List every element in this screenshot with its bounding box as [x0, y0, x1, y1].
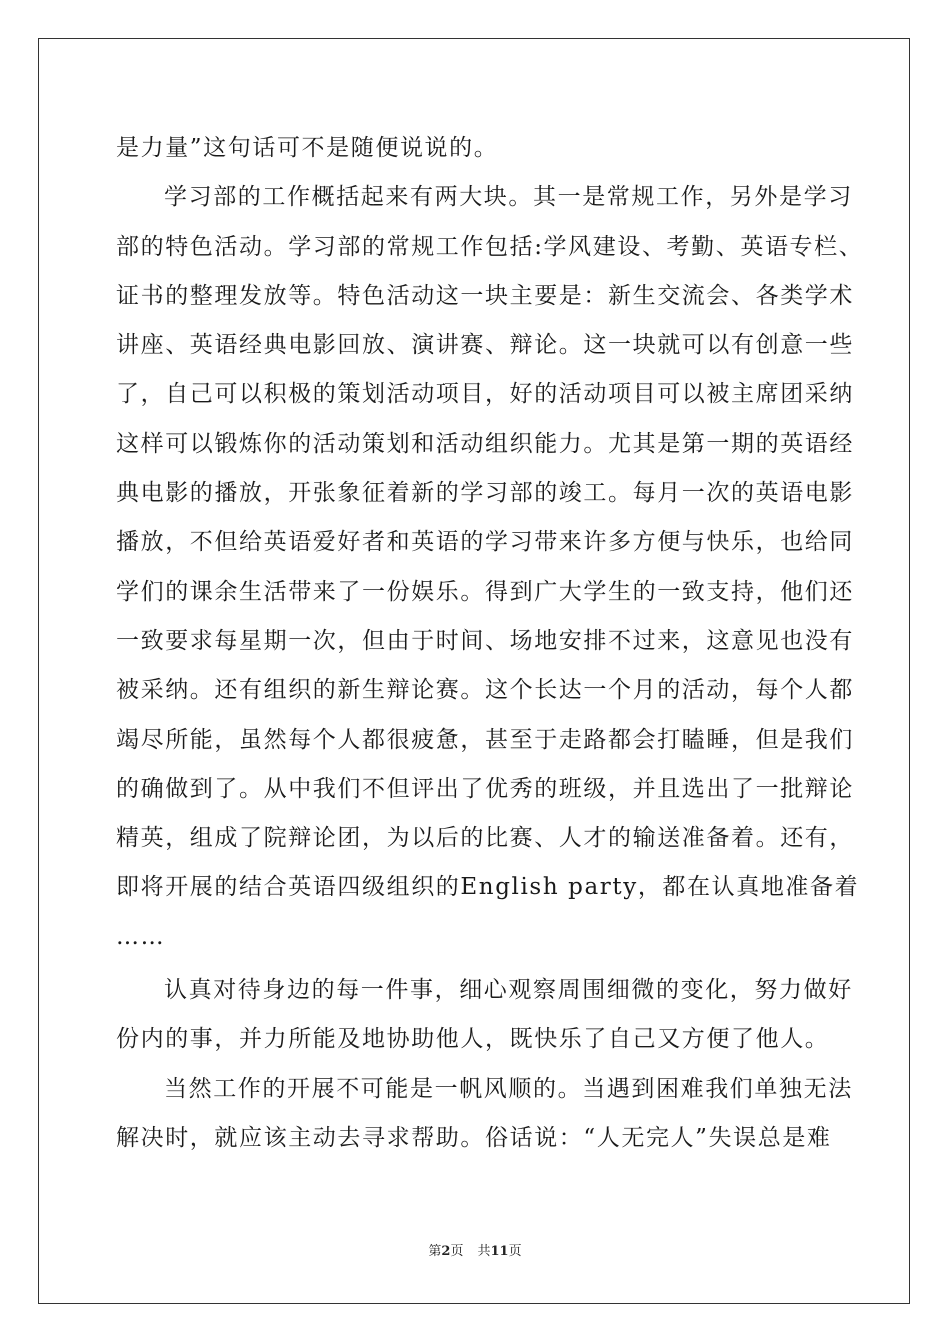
text-line-6: 了，自己可以积极的策划活动项目，好的活动项目可以被主席团采纳 [116, 381, 854, 408]
text-line-10: 学们的课余生活带来了一份娱乐。得到广大学生的一致支持，他们还 [116, 578, 854, 605]
document-body [116, 128, 864, 1167]
text-line-17: …… [116, 923, 166, 950]
text-line-5: 讲座、英语经典电影回放、演讲赛、辩论。这一块就可以有创意一些 [116, 332, 854, 359]
text-line-2: 学习部的工作概括起来有两大块。其一是常规工作，另外是学习 [164, 184, 853, 211]
page-suffix: 页 [450, 1244, 464, 1259]
text-line-13: 竭尽所能，虽然每个人都很疲惫，甚至于走路都会打瞌睡，但是我们 [116, 726, 854, 753]
total-prefix: 共 [477, 1244, 491, 1259]
text-line-16: 即将开展的结合英语四级组织的English party，都在认真地准备着 [116, 874, 860, 901]
page-footer [0, 1240, 950, 1259]
text-line-4: 证书的整理发放等。特色活动这一块主要是：新生交流会、各类学术 [116, 282, 854, 309]
text-line-11: 一致要求每星期一次，但由于时间、场地安排不过来，这意见也没有 [116, 627, 854, 654]
text-line-9: 播放，不但给英语爱好者和英语的学习带来许多方便与快乐，也给同 [116, 529, 854, 556]
text-line-8: 典电影的播放，开张象征着新的学习部的竣工。每月一次的英语电影 [116, 480, 854, 507]
text-line-1: 是力量”这句话可不是随便说说的。 [116, 135, 499, 161]
total-suffix: 页 [508, 1244, 522, 1259]
text-line-20: 当然工作的开展不可能是一帆风顺的。当遇到困难我们单独无法 [164, 1075, 853, 1102]
total-pages: 11 [490, 1244, 509, 1259]
page-prefix: 第 [428, 1244, 442, 1259]
text-line-14: 的确做到了。从中我们不但评出了优秀的班级，并且选出了一批辩论 [116, 775, 854, 802]
text-line-3: 部的特色活动。学习部的常规工作包括:学风建设、考勤、英语专栏、 [116, 233, 864, 260]
text-line-12: 被采纳。还有组织的新生辩论赛。这个长达一个月的活动，每个人都 [116, 677, 854, 704]
page-number: 2 [441, 1244, 451, 1259]
text-line-7: 这样可以锻炼你的活动策划和活动组织能力。尤其是第一期的英语经 [116, 430, 854, 457]
text-line-18: 认真对待身边的每一件事，细心观察周围细微的变化，努力做好 [164, 977, 853, 1004]
text-line-15: 精英，组成了院辩论团，为以后的比赛、人才的输送准备着。还有， [116, 825, 854, 852]
text-line-21: 解决时，就应该主动去寻求帮助。俗话说：“人无完人”失误总是难 [116, 1124, 832, 1151]
text-line-19: 份内的事，并力所能及地协助他人，既快乐了自己又方便了他人。 [116, 1026, 830, 1053]
